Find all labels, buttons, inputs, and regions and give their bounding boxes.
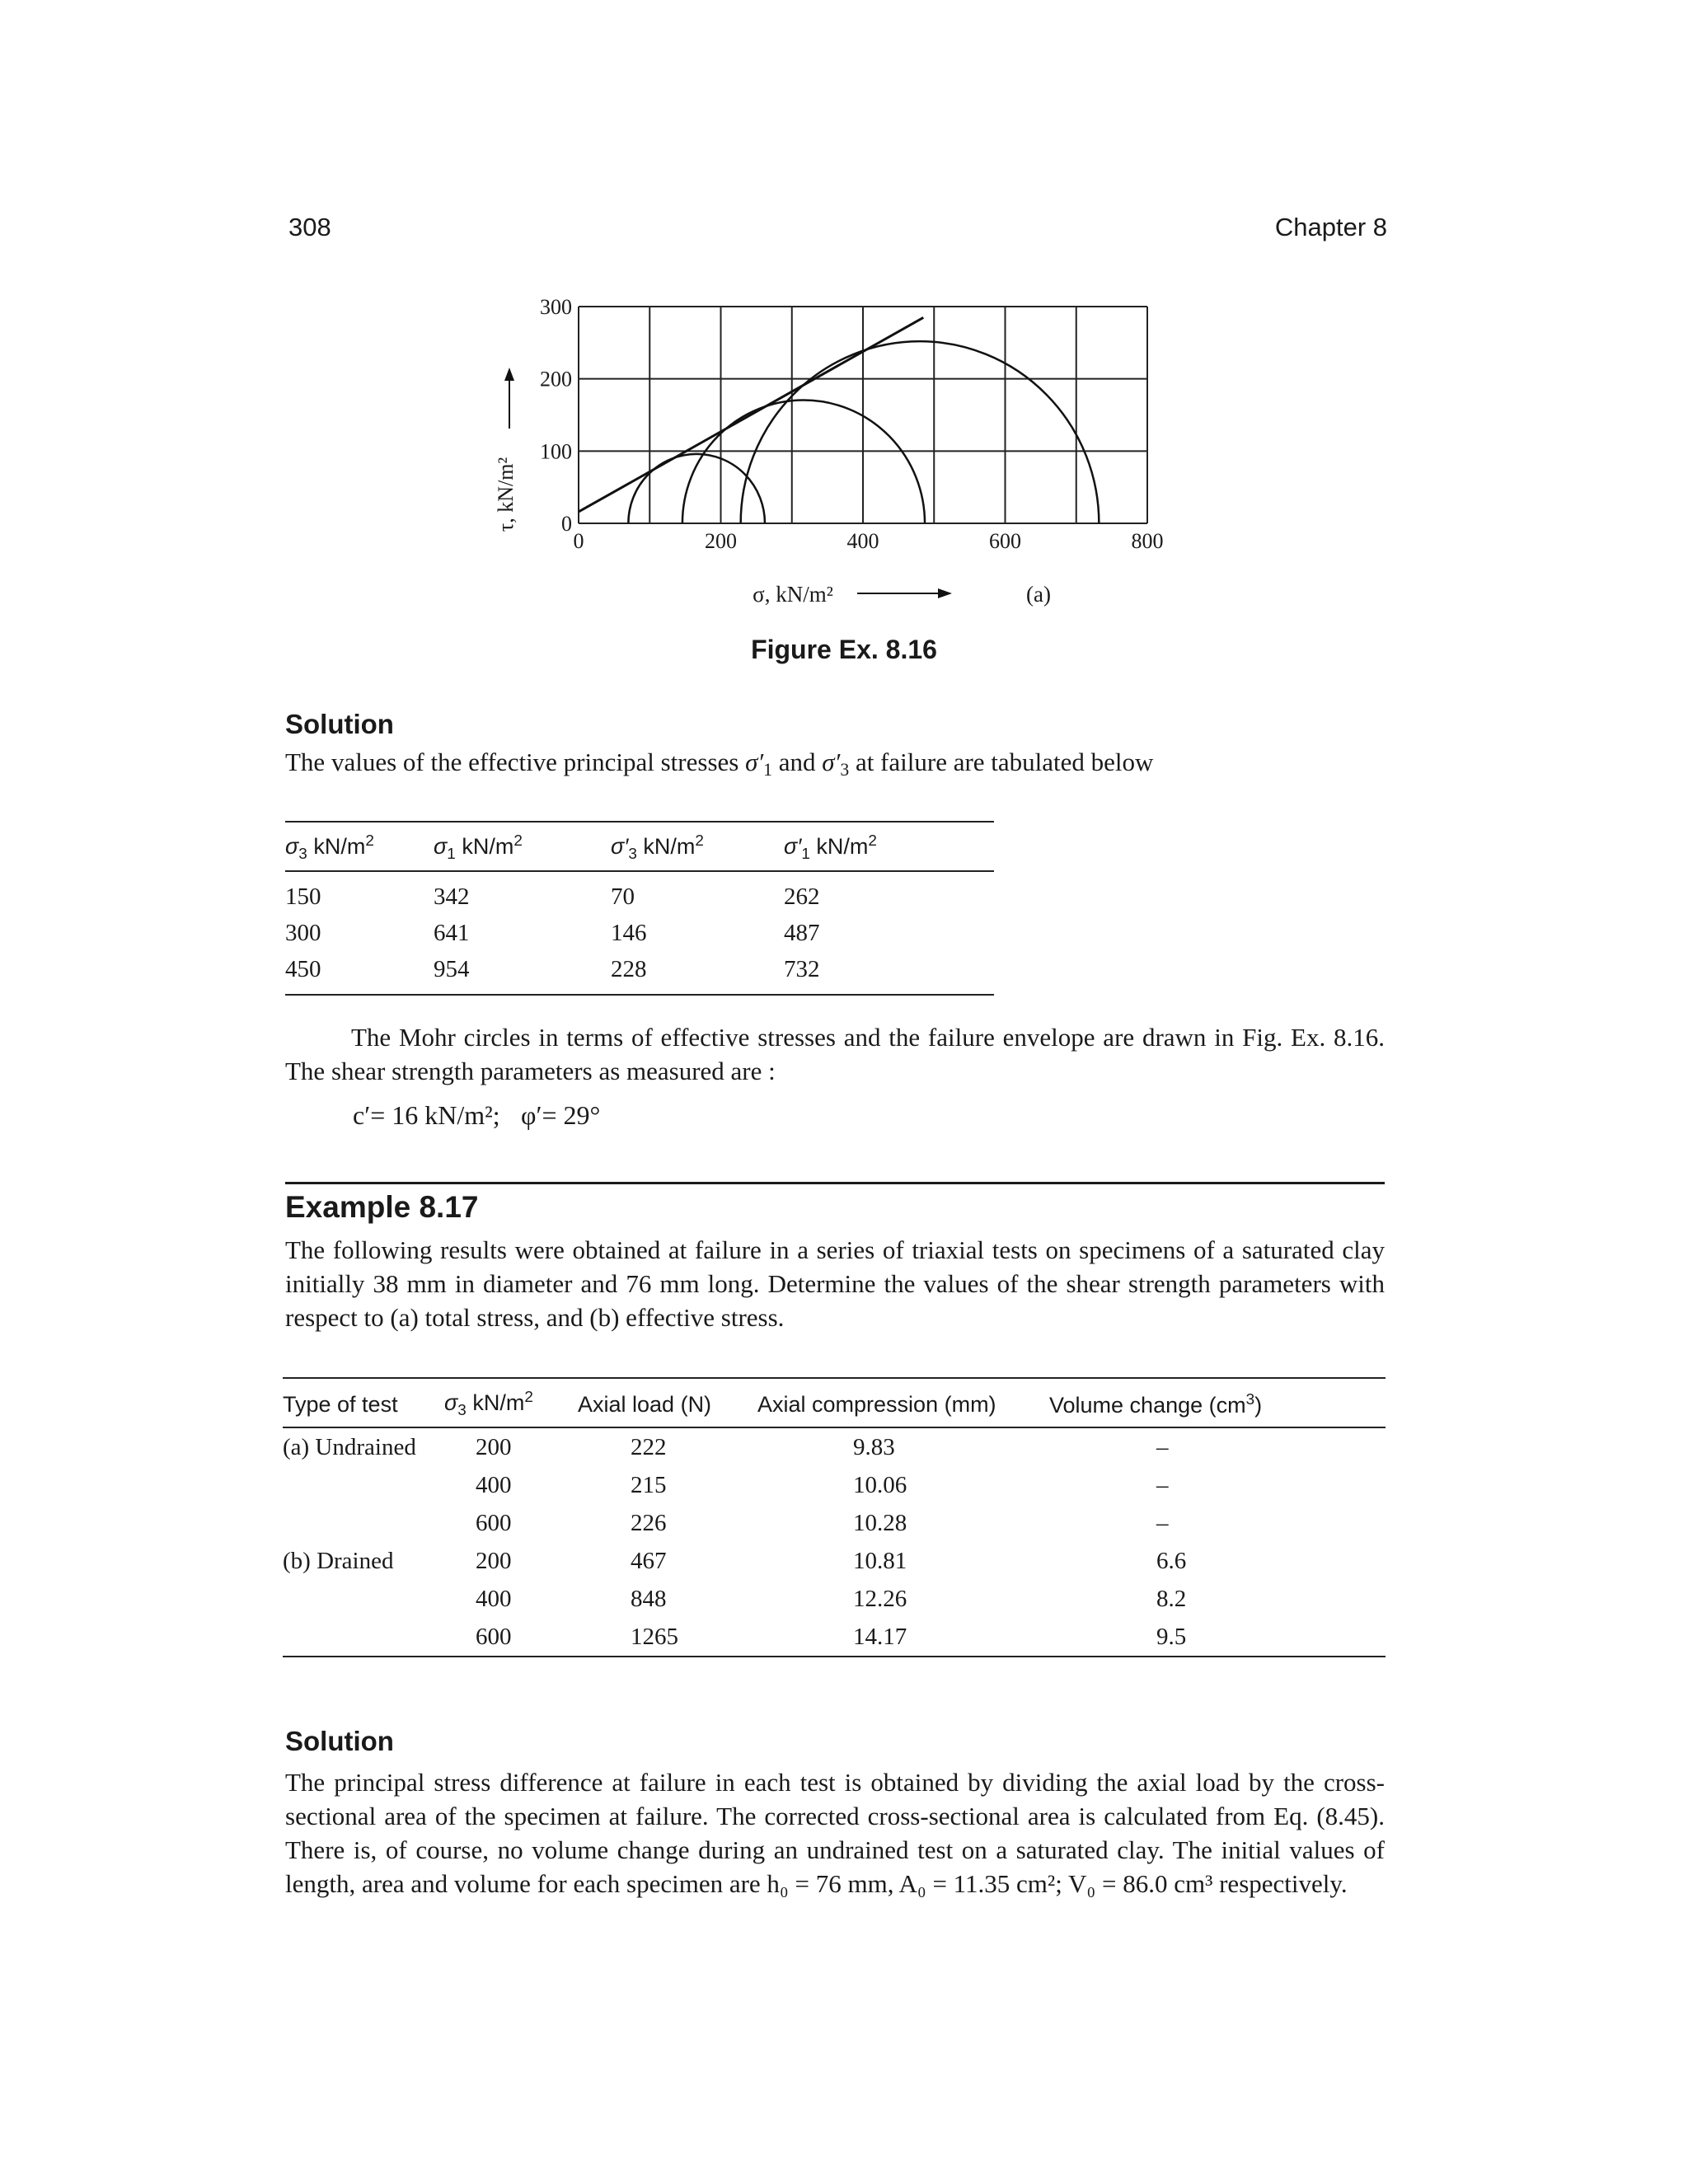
table-cell: 10.81 xyxy=(853,1547,907,1574)
table-cell: 200 xyxy=(476,1547,512,1574)
table-cell: 600 xyxy=(476,1623,512,1650)
x-tick-label: 600 xyxy=(989,529,1021,553)
table-cell: – xyxy=(1156,1509,1169,1536)
table-row xyxy=(283,1427,1386,1466)
table-cell: 400 xyxy=(476,1585,512,1612)
solution-text-a: The principal stress difference at failure in each test is obtained by dividing the axial load by the cross-sectional area of the specimen at failure. The corrected cross-sectional area is calculated from Eq. (8.45). There is, of course, no volume change during an undrained test on a saturated clay. The initial values of length, area and volume for each specimen are xyxy=(285,1768,1385,1898)
table-cell: 150 xyxy=(285,883,321,910)
table-cell: 8.2 xyxy=(1156,1585,1187,1612)
table-cell: 487 xyxy=(784,919,820,946)
table-row xyxy=(283,1466,1386,1504)
table-cell xyxy=(283,1618,444,1657)
table-row xyxy=(285,951,994,995)
table-header-row xyxy=(283,1378,1386,1427)
table-cell: 641 xyxy=(434,919,470,946)
x-axis-label: σ, kN/m² xyxy=(753,582,833,607)
x-tick-label: 200 xyxy=(705,529,737,553)
table-row xyxy=(283,1580,1386,1618)
table-cell: 70 xyxy=(611,883,635,910)
table-row xyxy=(285,871,994,915)
table-cell: 146 xyxy=(611,919,647,946)
table-cell xyxy=(283,1466,444,1504)
h0-value: h₀ = 76 mm, xyxy=(767,1869,894,1898)
intro-post: at failure are tabulated below xyxy=(849,748,1154,776)
solution-heading-2: Solution xyxy=(285,1726,394,1756)
col-axial-load: Axial load (N) xyxy=(578,1378,757,1427)
table-cell xyxy=(283,1580,444,1618)
table-cell: 600 xyxy=(476,1509,512,1536)
solution-intro: The values of the effective principal stresses $\sigma'_1$ and $\sigma'_3$ at failure are tabulated below xyxy=(285,748,1154,780)
panel-label: (a) xyxy=(1026,582,1051,607)
x-tick-label: 400 xyxy=(846,529,879,553)
v0-value: V₀ = 86.0 cm³ xyxy=(1068,1869,1213,1898)
phi-value: φ′= 29° xyxy=(521,1100,601,1130)
c-value: c′= 16 kN/m²; xyxy=(353,1100,500,1130)
mohr-circle xyxy=(682,401,925,523)
table-cell: 228 xyxy=(611,955,647,982)
table-cell: 400 xyxy=(476,1471,512,1498)
figure-caption: Figure Ex. 8.16 xyxy=(751,635,937,664)
col-sigma3: $\sigma_3$ $kN/m^2$ xyxy=(285,822,434,871)
y-tick-label: 100 xyxy=(540,439,572,464)
x-tick-label: 0 xyxy=(573,529,584,553)
y-tick-label: 0 xyxy=(561,512,572,536)
table-cell: 262 xyxy=(784,883,820,910)
table-cell: 300 xyxy=(285,919,321,946)
table-cell: – xyxy=(1156,1471,1169,1498)
table-row xyxy=(283,1618,1386,1657)
intro-and: and xyxy=(772,748,823,776)
x-tick-labels xyxy=(574,529,1164,553)
table-cell: 954 xyxy=(434,955,470,982)
solution-text-b: respectively. xyxy=(1212,1869,1348,1898)
table-cell: 215 xyxy=(631,1471,667,1498)
table-cell: – xyxy=(1156,1433,1169,1460)
solution-text xyxy=(285,1765,1385,1900)
table-cell: 732 xyxy=(784,955,820,982)
intro-pre: The values of the effective principal stresses xyxy=(285,748,746,776)
table-cell: 14.17 xyxy=(853,1623,907,1650)
triaxial-table xyxy=(283,1377,1386,1657)
table-cell: 6.6 xyxy=(1156,1547,1187,1574)
y-axis-arrow-head xyxy=(504,368,514,381)
table-row xyxy=(285,915,994,951)
example-heading: Example 8.17 xyxy=(285,1190,479,1224)
table-row xyxy=(283,1542,1386,1580)
y-tick-labels xyxy=(540,295,572,536)
table-cell: 342 xyxy=(434,883,470,910)
y-axis-label: τ, kN/m² xyxy=(494,457,518,532)
solution-heading-1: Solution xyxy=(285,709,394,739)
table-row xyxy=(283,1504,1386,1542)
col-sigma1: $\sigma_1$ $kN/m^2$ xyxy=(434,822,611,871)
table-cell: 9.83 xyxy=(853,1433,895,1460)
mohr-circle-figure xyxy=(462,288,1203,618)
table-cell: (b) Drained xyxy=(283,1547,394,1574)
table-cell: 222 xyxy=(631,1433,667,1460)
col-volume-change: Volume change $(cm^3)$ xyxy=(1049,1378,1386,1427)
example-rule xyxy=(285,1182,1385,1184)
x-axis-arrow-head xyxy=(938,588,952,598)
mohr-circle xyxy=(741,341,1100,523)
table-cell: 1265 xyxy=(631,1623,678,1650)
col-type: Type of test xyxy=(283,1378,444,1427)
table-cell: 450 xyxy=(285,955,321,982)
effective-stress-table xyxy=(285,821,994,996)
table-cell: 9.5 xyxy=(1156,1623,1187,1650)
table-cell: 226 xyxy=(631,1509,667,1536)
col-sigma3-eff: $\sigma'_3$ $kN/m^2$ xyxy=(611,822,784,871)
y-tick-label: 300 xyxy=(540,295,572,319)
table-cell: 848 xyxy=(631,1585,667,1612)
table-cell: 10.28 xyxy=(853,1509,907,1536)
chapter-label: Chapter 8 xyxy=(1274,213,1387,241)
col-sigma3: $\sigma_3$ $kN/m^2$ xyxy=(444,1378,578,1427)
example-text: The following results were obtained at failure in a series of triaxial tests on specimens of a saturated clay initially 38 mm in diameter and 76 mm long. Determine the values of the shear strength parameters with respect to (a) total stress, and (b) effective stress. xyxy=(285,1235,1385,1332)
mohr-paragraph: The Mohr circles in terms of effective stresses and the failure envelope are drawn in Fig. Ex. 8.16. The shear strength parameters as measured are : xyxy=(285,1023,1385,1085)
page-number: 308 xyxy=(288,213,331,241)
table-cell: (a) Undrained xyxy=(283,1433,416,1460)
y-tick-label: 200 xyxy=(540,367,572,391)
table-cell: 10.06 xyxy=(853,1471,907,1498)
col-axial-compression: Axial compression (mm) xyxy=(757,1378,1049,1427)
table-header-row xyxy=(285,822,994,871)
a0-value: A₀ = 11.35 cm²; xyxy=(898,1869,1062,1898)
x-tick-label: 800 xyxy=(1131,529,1164,553)
table-cell: 200 xyxy=(476,1433,512,1460)
table-cell: 12.26 xyxy=(853,1585,907,1612)
table-cell: 467 xyxy=(631,1547,667,1574)
col-sigma1-eff: $\sigma'_1$ $kN/m^2$ xyxy=(784,822,994,871)
table-cell xyxy=(283,1504,444,1542)
